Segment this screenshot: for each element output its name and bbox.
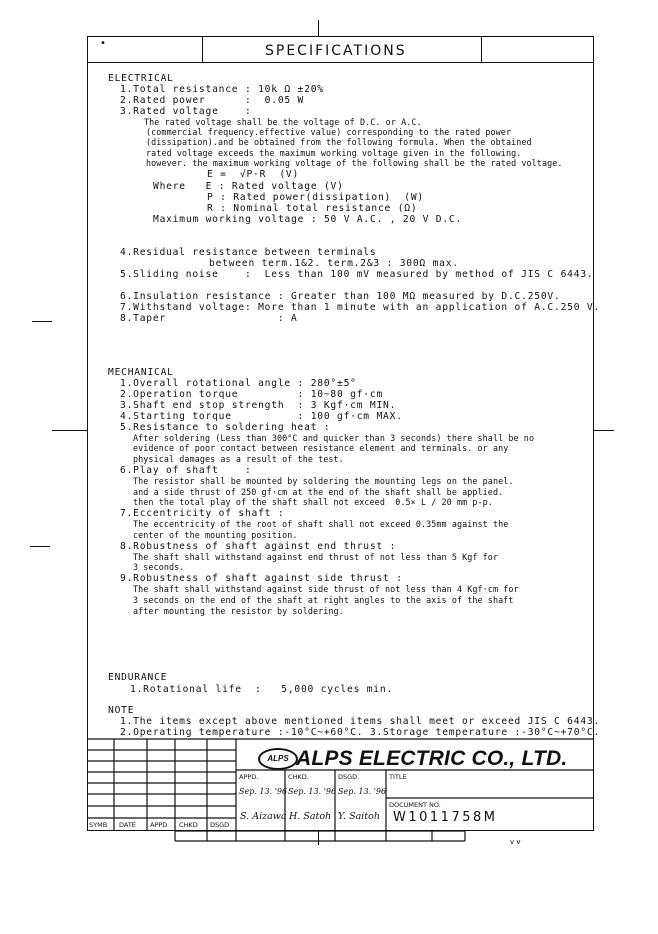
spec-taper: 8.Taper : A — [120, 313, 298, 324]
para-line: The shaft shall withstand against end thrust of not less than 5 Kgf for — [133, 552, 499, 562]
spec-residual-terms: between term.1&2. term.2&3 : 300Ω max. — [209, 258, 459, 269]
para-line: The shaft shall withstand against side thrust of not less than 4 Kgf·cm for — [133, 584, 519, 594]
rev-col-dsgd: DSGD — [210, 821, 230, 829]
formula-where: Where E : Rated voltage (V) — [153, 181, 344, 192]
spec-residual-resistance: 4.Residual resistance between terminals — [120, 247, 377, 258]
mech-item: 2.Operation torque : 10~80 gf·cm — [120, 389, 384, 400]
para-line: center of the mounting position. — [133, 530, 298, 540]
para-line: rated voltage exceeds the maximum working voltage given in the following. — [146, 148, 522, 158]
page-title: SPECIFICATIONS — [265, 43, 407, 59]
company-name: ALPS ELECTRIC CO., LTD. — [296, 747, 568, 770]
para-line: The resistor shall be mounted by soldering the mounting legs on the panel. — [133, 476, 514, 486]
docno-label: DOCUMENT NO. — [389, 801, 441, 809]
para-line: 3 seconds. — [133, 562, 185, 572]
alps-logo: ALPS — [258, 748, 298, 770]
mech-item: 7.Eccentricity of shaft : — [120, 508, 285, 519]
para-line: after mounting the resistor by soldering. — [133, 606, 344, 616]
rev-col-appd: APPD — [150, 821, 168, 829]
note-item: 1.The items except above mentioned items shall meet or exceed JIS C 6443. — [120, 716, 601, 727]
document-number: W1011758M — [393, 810, 498, 825]
para-line: however. the maximum working voltage of the following shall be the rated voltage. — [146, 158, 563, 168]
para-line: physical damages as a result of the test. — [133, 454, 344, 464]
formula: E = √P·R (V) — [207, 169, 300, 180]
spec-insulation: 6.Insulation resistance : Greater than 100 MΩ measured by D.C.250V. — [120, 291, 561, 302]
rev-col-chkd: CHKD — [179, 821, 198, 829]
rev-col-date: DATE — [119, 821, 136, 829]
formula-r: R : Nominal total resistance (Ω) — [207, 203, 418, 214]
header-mark: • — [100, 38, 107, 49]
mech-item: 3.Shaft end stop strength : 3 Kgf·cm MIN. — [120, 400, 397, 411]
spec-total-resistance: 1.Total resistance : 10k Ω ±20% — [120, 84, 324, 95]
spec-rated-power: 2.Rated power : 0.05 W — [120, 95, 305, 106]
dsgd-date: Sep. 13. '96 — [338, 787, 387, 796]
para-line: The rated voltage shall be the voltage of D.C. or A.C. — [144, 117, 422, 127]
mech-item: 5.Resistance to soldering heat : — [120, 422, 331, 433]
para-line: then the total play of the shaft shall not exceed 0.5× L / 20 mm p-p. — [133, 497, 493, 507]
dsgd-label: DSGD. — [338, 773, 360, 781]
note-item: 2.Operating temperature :-10°C~+60°C. 3.Storage temperature :-30°C~+70°C. — [120, 727, 601, 738]
mech-item: 4.Starting torque : 100 gf·cm MAX. — [120, 411, 403, 422]
mech-item: 9.Robustness of shaft against side thrust : — [120, 573, 403, 584]
formula-p: P : Rated power(dissipation) (W) — [207, 192, 425, 203]
para-line: evidence of poor contact between resistance element and terminals. or any — [133, 443, 509, 453]
footer-mark: v v — [510, 838, 521, 846]
chkd-date: Sep. 13. '96 — [288, 787, 337, 796]
section-electrical: ELECTRICAL — [108, 73, 174, 84]
rev-col-symb: SYMB — [89, 821, 108, 829]
max-working-voltage: Maximum working voltage : 50 V A.C. , 20 V D.C. — [153, 214, 463, 225]
spec-rated-voltage: 3.Rated voltage : — [120, 106, 252, 117]
section-mechanical: MECHANICAL — [108, 367, 174, 378]
section-endurance: ENDURANCE — [108, 672, 168, 683]
para-line: After soldering (Less than 300°C and quicker than 3 seconds) there shall be no — [133, 433, 535, 443]
para-line: (commercial frequency.effective value) corresponding to the rated power — [146, 127, 512, 137]
mech-item: 8.Robustness of shaft against end thrust : — [120, 541, 397, 552]
appd-date: Sep. 13. '96 — [239, 787, 288, 796]
dsgd-signature: Y. Saitoh — [338, 811, 380, 822]
chkd-signature: H. Satoh — [289, 811, 332, 822]
para-line: 3 seconds on the end of the shaft at right angles to the axis of the shaft — [133, 595, 514, 605]
mech-item: 1.Overall rotational angle : 280°±5° — [120, 378, 357, 389]
section-note: NOTE — [108, 705, 135, 716]
mech-item: 6.Play of shaft : — [120, 465, 252, 476]
para-line: The eccentricity of the root of shaft shall not exceed 0.35mm against the — [133, 519, 509, 529]
spec-withstand: 7.Withstand voltage: More than 1 minute with an application of A.C.250 V. — [120, 302, 601, 313]
endurance-item: 1.Rotational life : 5,000 cycles min. — [130, 684, 394, 695]
para-line: (dissipation).and be obtained from the following formula. When the obtained — [146, 137, 532, 147]
appd-signature: S. Aizawa — [240, 811, 287, 822]
spec-sliding-noise: 5.Sliding noise : Less than 100 mV measured by method of JIS C 6443. — [120, 269, 594, 280]
appd-label: APPD. — [239, 773, 259, 781]
para-line: and a side thrust of 250 gf·cm at the end of the shaft shall be applied. — [133, 487, 504, 497]
chkd-label: CHKD. — [288, 773, 309, 781]
title-label: TITLE — [389, 773, 407, 781]
